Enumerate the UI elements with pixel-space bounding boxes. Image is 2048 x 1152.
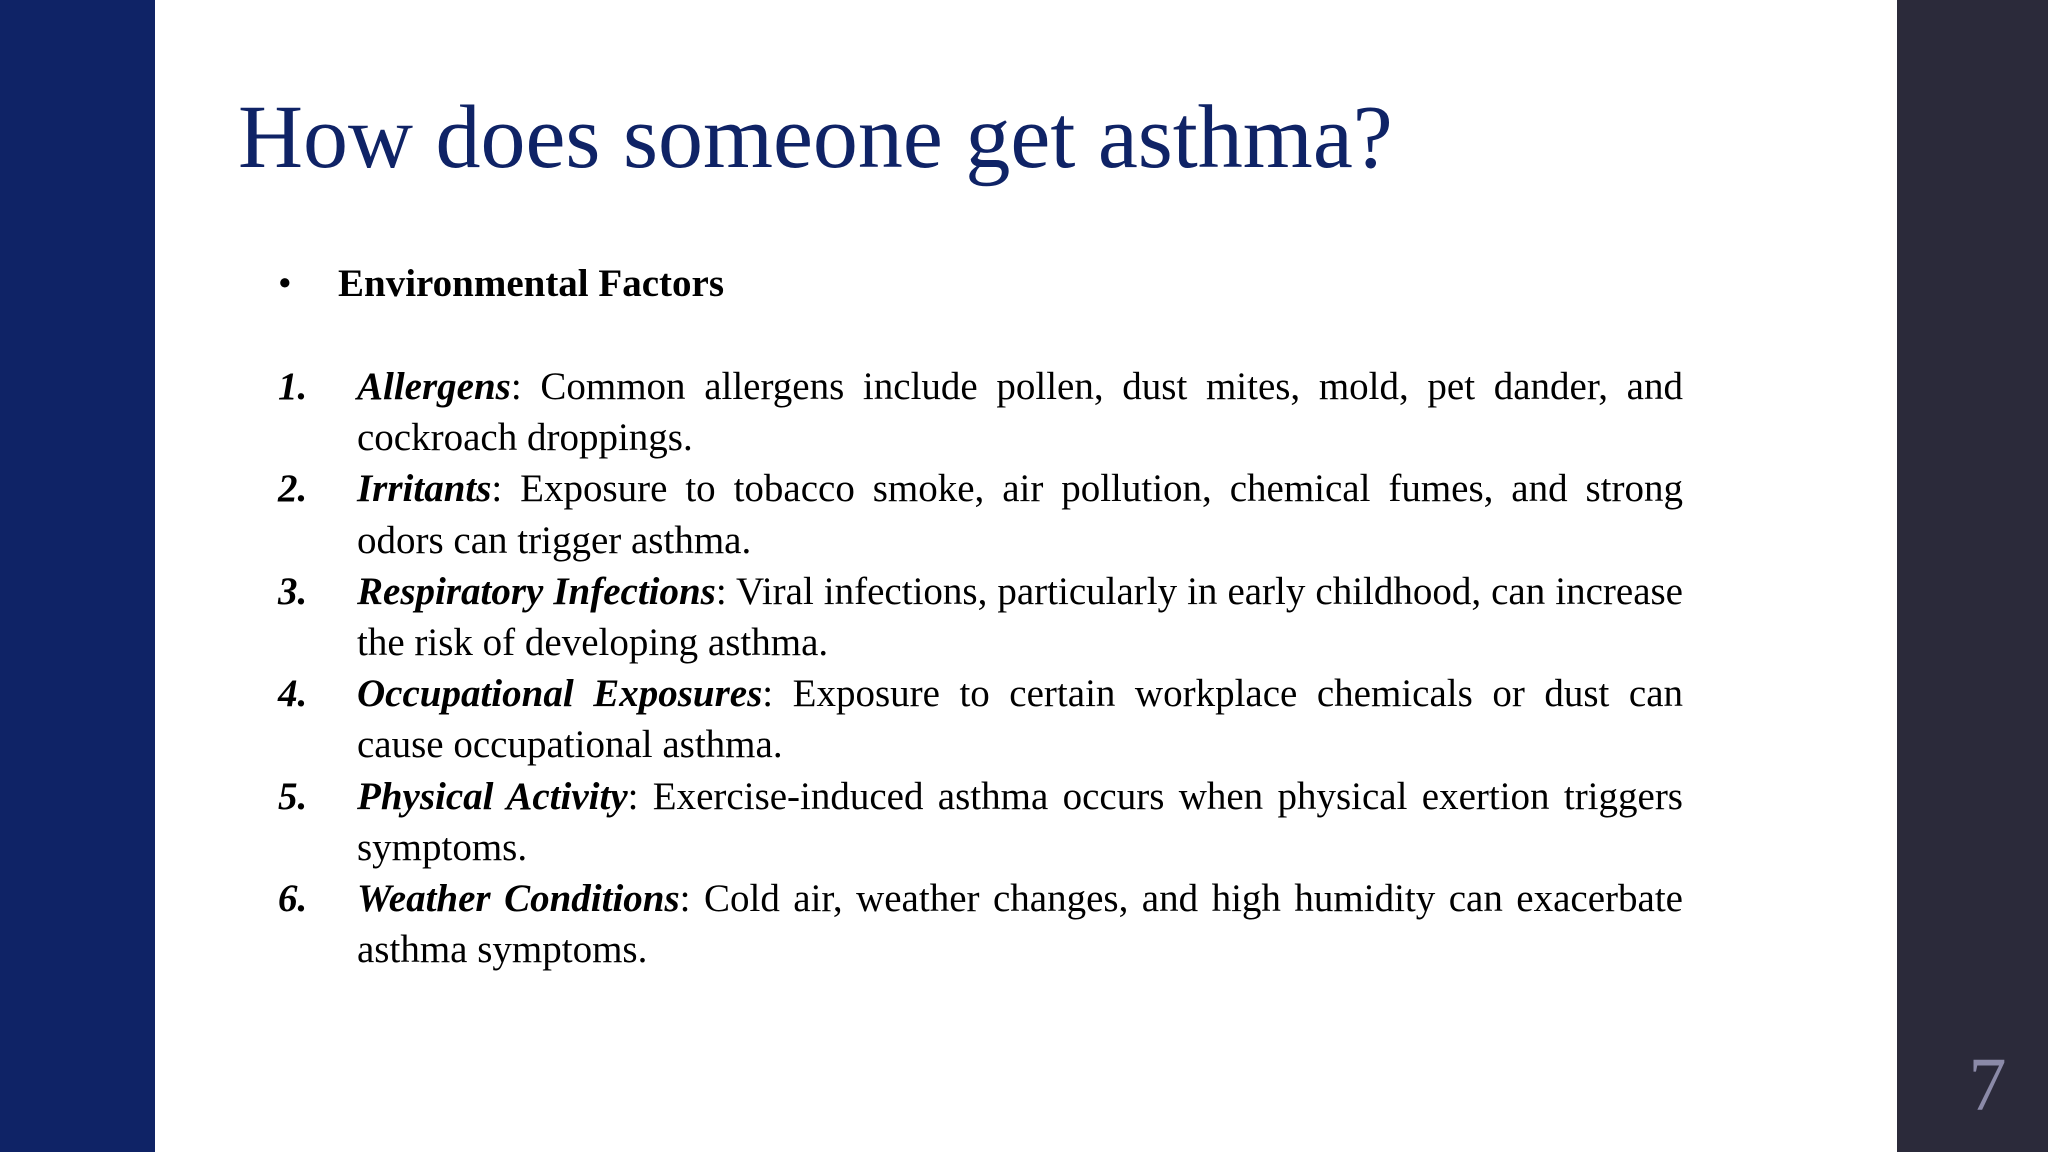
list-item-number: 2. xyxy=(278,467,308,511)
list-item-term: Physical Activity xyxy=(357,774,628,818)
list-item-term: Irritants xyxy=(357,467,492,511)
list-item xyxy=(278,873,1683,975)
list-item-separator: : xyxy=(491,467,503,511)
list-item xyxy=(278,566,1683,668)
list-item xyxy=(278,361,1683,463)
list-item-term: Allergens xyxy=(357,365,511,408)
list-item xyxy=(278,463,1683,565)
section-heading xyxy=(278,258,724,310)
left-accent-bar xyxy=(0,0,155,1152)
list-item-description: Exposure to tobacco smoke, air pollution, chemical fumes, and strong odors can trigger asthma. xyxy=(357,467,1683,562)
list-item-term: Respiratory Infections xyxy=(357,569,716,613)
list-item xyxy=(278,668,1683,770)
list-item-separator: : xyxy=(510,365,522,408)
list-item-term: Occupational Exposures xyxy=(357,672,763,716)
list-item-term: Weather Conditions xyxy=(357,877,680,921)
bullet-glyph: • xyxy=(278,262,292,305)
list-item-description: Viral infections, particularly in early childhood, can increase the risk of developing asthma. xyxy=(357,569,1683,665)
list-item-number: 6. xyxy=(278,877,308,921)
list-item-separator: : xyxy=(762,672,774,716)
section-heading-label: Environmental Factors xyxy=(338,262,725,305)
list-item-number: 1. xyxy=(278,365,308,408)
list-item-separator: : xyxy=(715,569,727,613)
list-item-description: Exercise-induced asthma occurs when physical exertion triggers symptoms. xyxy=(357,774,1683,869)
slide-title: How does someone get asthma? xyxy=(238,88,1393,187)
list-item-description: Cold air, weather changes, and high humidity can exacerbate asthma symptoms. xyxy=(357,877,1683,972)
list-item xyxy=(278,771,1683,873)
list-item-number: 5. xyxy=(278,774,308,818)
right-accent-bar xyxy=(1897,0,2048,1152)
list-item-number: 3. xyxy=(278,569,308,613)
slide-page-number: 7 xyxy=(1968,1043,2007,1127)
list-item-separator: : xyxy=(679,877,691,921)
list-item-description: Exposure to certain workplace chemicals or dust can cause occupational asthma. xyxy=(357,672,1683,767)
factor-list xyxy=(278,361,1683,975)
list-item-separator: : xyxy=(627,774,639,818)
list-item-number: 4. xyxy=(278,672,308,716)
list-item-description: Common allergens include pollen, dust mites, mold, pet dander, and cockroach droppings. xyxy=(357,365,1683,460)
